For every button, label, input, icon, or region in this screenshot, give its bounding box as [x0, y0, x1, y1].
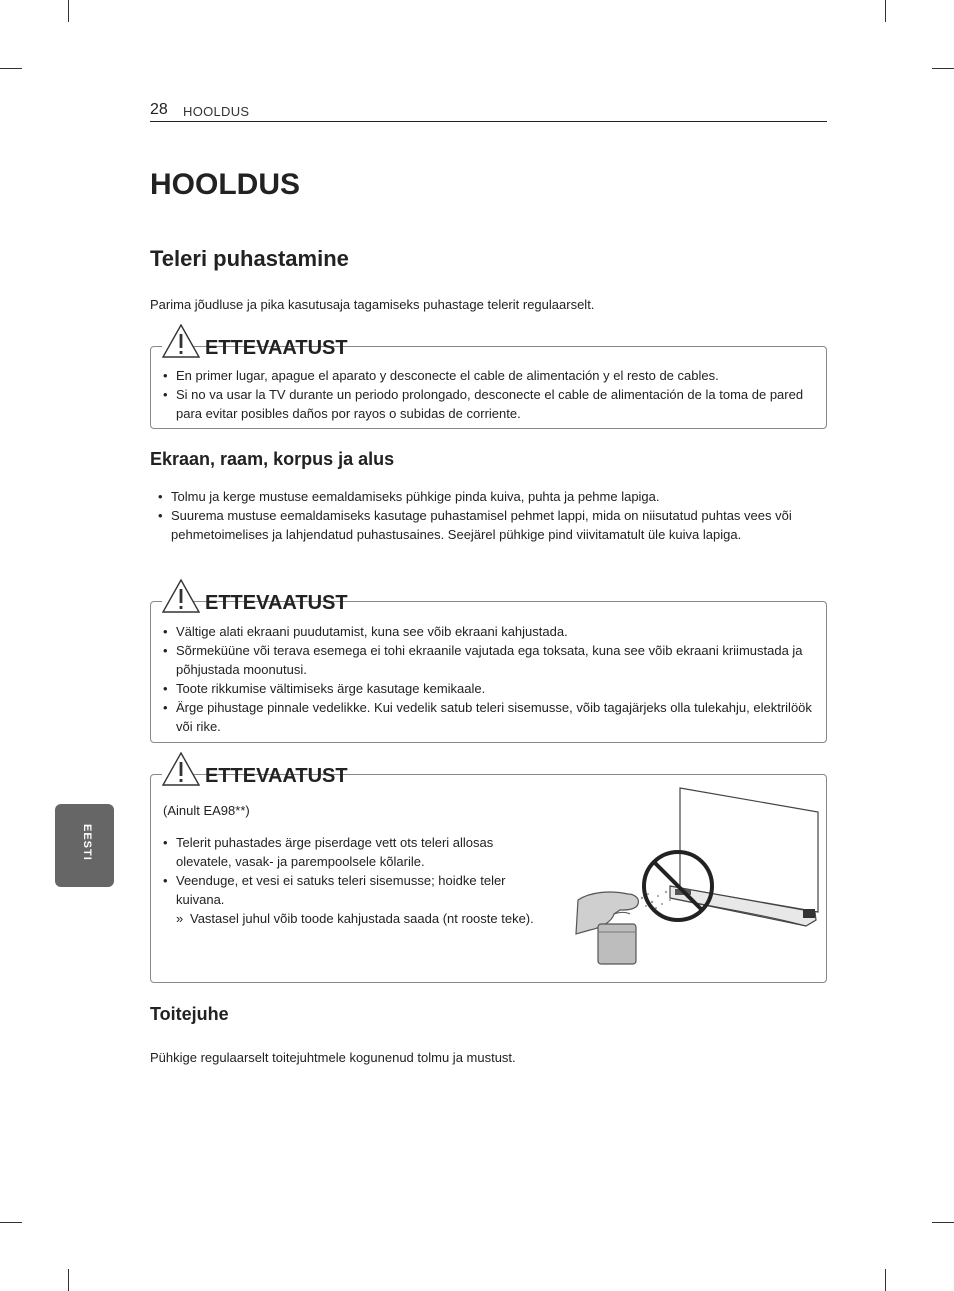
section-title: Teleri puhastamine: [150, 246, 349, 271]
warning-icon: [162, 324, 200, 358]
caution-header-1: [162, 324, 348, 364]
subsection-title-power: Toitejuhe: [150, 1004, 229, 1024]
list-item: • Si no va usar la TV durante un periodo prolongado, desconecte el cable de alimentación de la toma de pared para evitar posibles daños por rayos o subidas de corriente.: [163, 385, 813, 423]
page-title: HOOLDUS: [150, 168, 300, 201]
crop-mark: [0, 1222, 22, 1223]
crop-mark: [932, 68, 954, 69]
screen-list: [158, 487, 818, 544]
caution-label: ETTEVAATUST: [205, 765, 348, 787]
sub-list-item: » Vastasel juhul võib toode kahjustada saada (nt rooste teke).: [176, 910, 536, 927]
list-item: • Ärge pihustage pinnale vedelikke. Kui vedelik satub teleri sisemusse, võib tagajärjeks olla tulekahju, elektrilöök või rike.: [163, 698, 813, 736]
crop-mark: [932, 1222, 954, 1223]
list-item: • Tolmu ja kerge mustuse eemaldamiseks pühkige pinda kuiva, puhta ja pehme lapiga.: [158, 487, 818, 506]
caution-list-2: [163, 622, 813, 736]
warning-icon: [162, 579, 200, 613]
language-tab: [55, 804, 114, 887]
caution-label: ETTEVAATUST: [205, 592, 348, 614]
warning-icon: [162, 752, 200, 786]
list-item: • Telerit puhastades ärge piserdage vett ots teleri allosas olevatele, vasak- ja parempoolsele kõlarile.: [163, 833, 538, 871]
crop-mark: [885, 0, 886, 22]
language-tab-label: EESTI: [81, 824, 93, 861]
crop-mark: [0, 68, 22, 69]
subsection-title-screen: Ekraan, raam, korpus ja alus: [150, 449, 395, 469]
caution-header-3: [162, 752, 348, 792]
caution-list-1: [163, 366, 813, 423]
page-number: 28: [150, 101, 168, 118]
crop-mark: [885, 1269, 886, 1291]
list-item: • Veenduge, et vesi ei satuks teleri sisemusse; hoidke teler kuivana.: [163, 871, 538, 909]
crop-mark: [68, 0, 69, 22]
model-note: (Ainult EA98**): [163, 803, 250, 818]
header-rule: [150, 121, 827, 122]
list-item: • En primer lugar, apague el aparato y desconecte el cable de alimentación y el resto de cables.: [163, 366, 813, 385]
caution-label: ETTEVAATUST: [205, 337, 348, 359]
crop-mark: [68, 1269, 69, 1291]
running-header: HOOLDUS: [183, 104, 250, 119]
caution-header-2: [162, 579, 348, 619]
list-item: • Vältige alati ekraani puudutamist, kuna see võib ekraani kahjustada.: [163, 622, 813, 641]
caution-sub-list: [176, 910, 536, 927]
list-item: • Suurema mustuse eemaldamiseks kasutage puhastamisel pehmet lappi, mida on niisutatud puhtas vees või pehmetoimelises ja lahjendatud puhastusaines. Seejärel pühkige pind viivitamatult üle kuiva lapiga.: [158, 506, 818, 544]
spray-prohibited-illustration: [570, 782, 822, 972]
list-item: • Sõrmeküüne või terava esemega ei tohi ekraanile vajutada ega toksata, kuna see võib ekraani kriimustada ja põhjustada moonutusi.: [163, 641, 813, 679]
caution-list-3: [163, 833, 538, 909]
intro-text: Parima jõudluse ja pika kasutusaja tagamiseks puhastage telerit regulaarselt.: [150, 297, 595, 312]
power-text: Pühkige regulaarselt toitejuhtmele kogunenud tolmu ja mustust.: [150, 1050, 516, 1065]
list-item: • Toote rikkumise vältimiseks ärge kasutage kemikaale.: [163, 679, 813, 698]
